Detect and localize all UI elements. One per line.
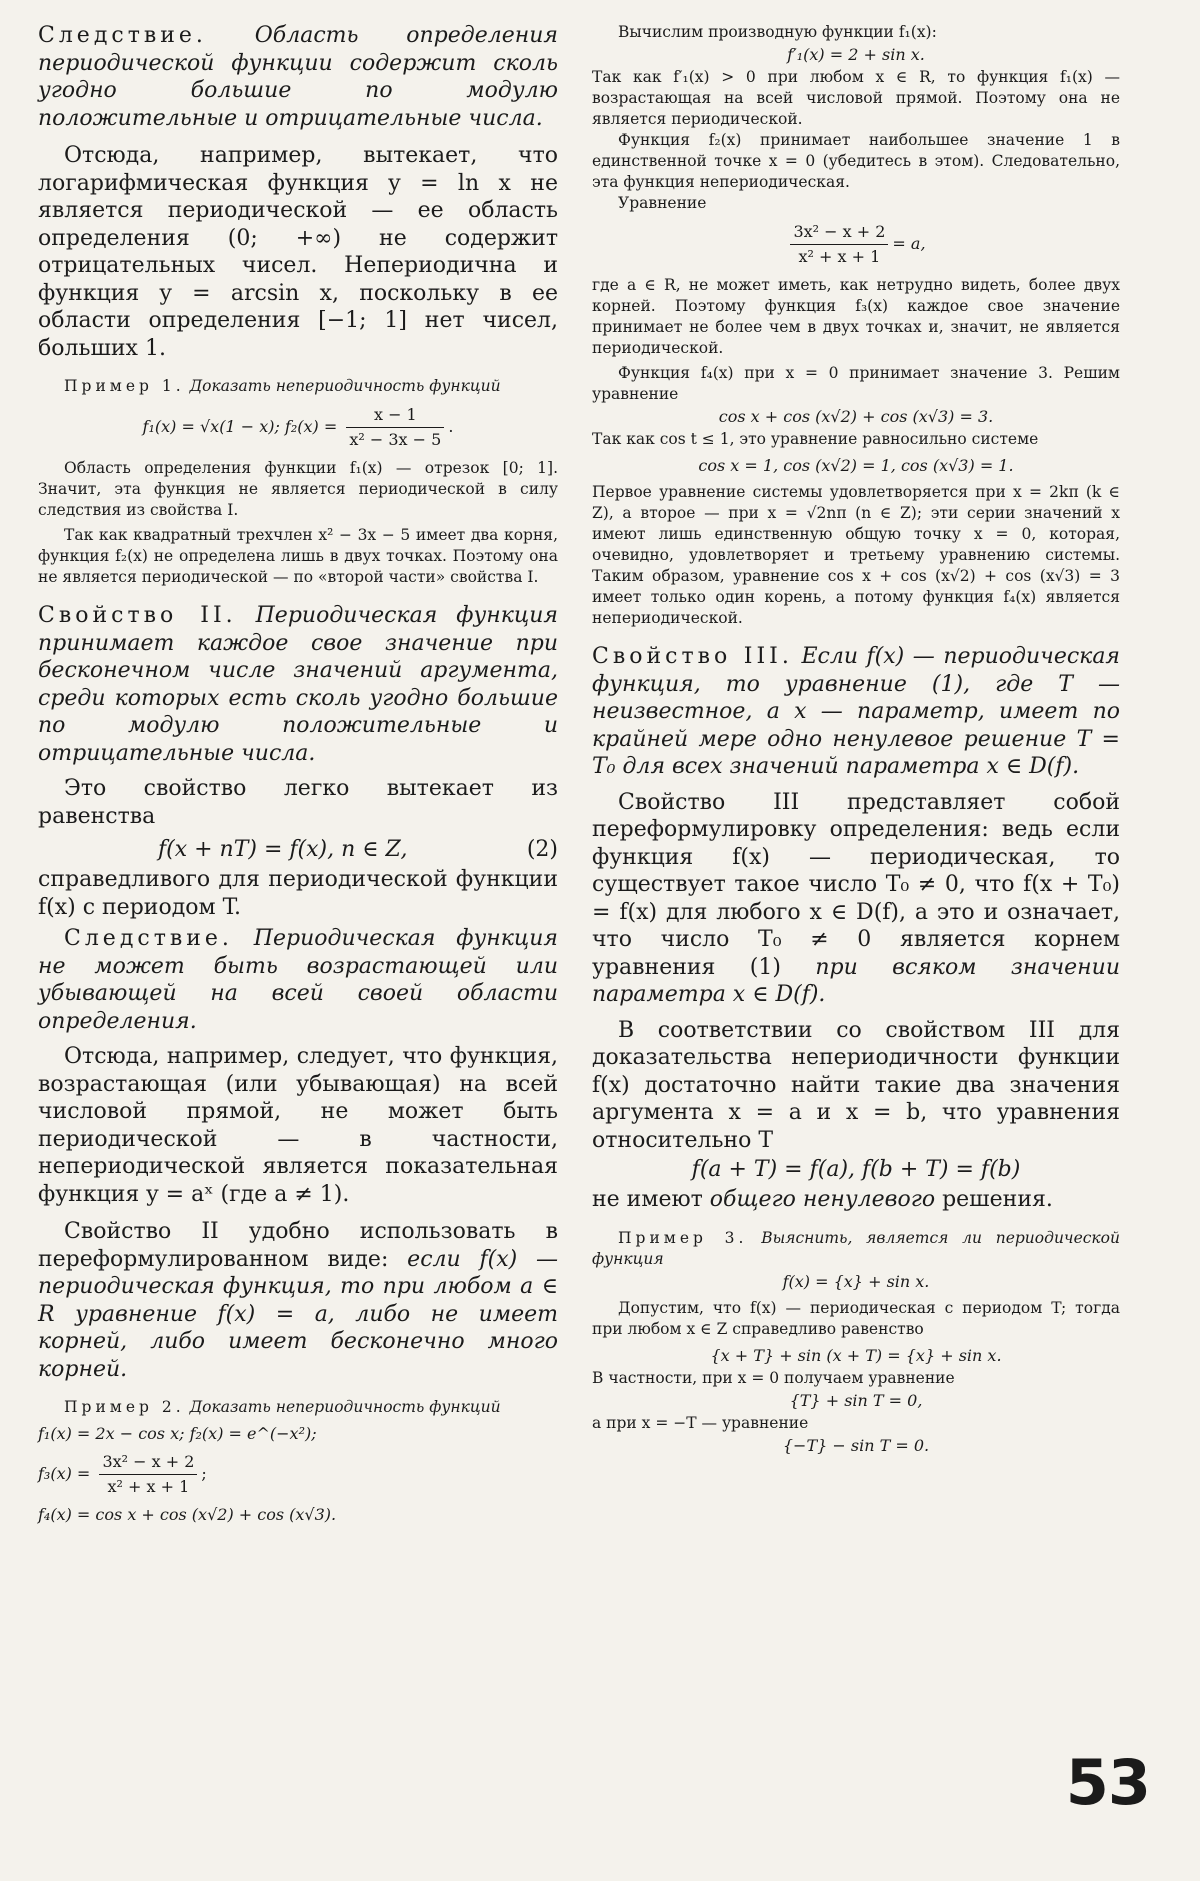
no-common-b: общего ненулевого	[709, 1187, 936, 1212]
paragraph-log-arcsin: Отсюда, например, вытекает, что логарифмическая функция y = ln x не является периодической — ее область определения (0; +∞) не содержит отрицательных чисел. Непериодична и функция y = arcsin x, поскольку в ее области определения [−1; 1] нет чисел, больших 1.	[38, 143, 558, 361]
example-2-f3-fraction	[99, 1450, 197, 1499]
paragraph-two-roots: где a ∈ R, не может иметь, как нетрудно видеть, более двух корней. Поэтому функция f₃(x) каждое свое значение принимает не более чем в двух точках и, значит, не является периодической.	[592, 276, 1120, 357]
example-1-denominator: x² − 3x − 5	[349, 430, 442, 449]
paragraph-exponential: Отсюда, например, следует, что функция, возрастающая (или убывающая) на всей числовой прямой, не может быть периодической — в частности, непериодической является показательная функция y = aˣ (где a ≠ 1).	[38, 1044, 558, 1207]
equation-x-zero	[592, 1389, 1120, 1413]
example-2-f4-text: f₄(x) = cos x + cos (x√2) + cos (x√3).	[38, 1505, 337, 1524]
property-2	[38, 602, 558, 767]
paragraph-f2-max: Функция f₂(x) принимает наибольшее значение 1 в единственной точке x = 0 (убедитесь в этом). Следовательно, эта функция непериодическая.	[592, 131, 1120, 191]
f3-equation	[592, 220, 1120, 269]
paragraph-increasing: Так как f′₁(x) > 0 при любом x ∈ R, то функция f₁(x) — возрастающая на всей числовой прямой. Поэтому она не является периодической.	[592, 68, 1120, 128]
paragraph-reformulation	[38, 1218, 558, 1383]
system-equation-text: cos x = 1, cos (x√2) = 1, cos (x√3) = 1.	[698, 456, 1014, 475]
f3-equation-fraction	[790, 220, 888, 269]
example-2-f3-lhs: f₃(x) =	[38, 1464, 91, 1483]
example-2-f3: f₃(x) = $\frac{\text{3x² − x + 2}}{\text{x² + x + 1}}$ ;	[38, 1450, 558, 1499]
two-equations-text: f(a + T) = f(a), f(b + T) = f(b)	[691, 1157, 1021, 1182]
example-2-task: Доказать непериодичность функций	[189, 1398, 501, 1416]
left-column	[38, 22, 558, 1527]
reformulation-definition-text: Свойство III представляет собой переформулировку определения: ведь если функция f(x) — периодическая, то существует такое число T₀ ≠ 0, что f(x + T₀) = f(x) для любого x ∈ D(f), а это и означает, что число T₀ ≠ 0 является корнем уравнения (1)	[592, 789, 1120, 980]
example-1-fraction	[346, 403, 444, 452]
property-2-text: Периодическая функция принимает каждое свое значение при бесконечном числе значений аргумента, среди которых есть сколь угодно большие по модулю положительные и отрицательные числа.	[38, 603, 558, 766]
example-1-solution-1: Область определения функции f₁(x) — отрезок [0; 1]. Значит, эта функция не является периодической в силу следствия из свойства I.	[38, 459, 558, 519]
example-2-f3-numerator: 3x² − x + 2	[99, 1450, 197, 1475]
corollary-2-label: Следствие.	[64, 926, 233, 951]
identity-equation-text: {x + T} + sin (x + T) = {x} + sin x.	[710, 1345, 1002, 1365]
property-2-label: Свойство II.	[38, 603, 237, 628]
derivative-equation-text: f′₁(x) = 2 + sin x.	[787, 45, 925, 64]
f3-equation-rhs: = a,	[892, 234, 926, 253]
corollary-2-text: Периодическая функция не может быть возрастающей или убывающей на всей своей области определения.	[38, 926, 558, 1034]
example-3-task: Выяснить, является ли периодической функция	[592, 1228, 1120, 1268]
f3-equation-numerator: 3x² − x + 2	[790, 220, 888, 245]
property-3-text: Если f(x) — периодическая функция, то уравнение (1), где T — неизвестное, а x — параметр, имеет по крайней мере одно ненулевое решение T = T₀ для всех значений параметра x ∈ D(f).	[592, 644, 1121, 779]
paragraph-x-zero: В частности, при x = 0 получаем уравнение	[592, 1368, 955, 1387]
paragraph-valid-for: справедливого для периодической функции f(x) с периодом T.	[38, 867, 558, 920]
system-equation	[592, 454, 1120, 478]
paragraph-follows-from: Это свойство легко вытекает из равенства	[38, 776, 558, 829]
example-2-f1-f2	[38, 1422, 558, 1446]
example-1-numerator: x − 1	[346, 403, 444, 428]
corollary-1	[38, 22, 558, 132]
corollary-1-label: Следствие.	[38, 23, 207, 48]
no-common-c: решения.	[942, 1187, 1053, 1212]
paragraph-system-solution: Первое уравнение системы удовлетворяется при x = 2kπ (k ∈ Z), а второе — при x = √2nπ (n ∈ Z); эти серии значений x имеют лишь единственную общую точку x = 0, которая, очевидно, удовлетворяет и третьему уравнению системы. Таким образом, уравнение cos x + cos (x√2) + cos (x√3) = 3 имеет только один корень, а потому функция f₄(x) является непериодической.	[592, 483, 1120, 627]
paragraph-proof-method: В соответствии со свойством III для доказательства непериодичности функции f(x) достаточно найти такие два значения аргумента x = a и x = b, что уравнения относительно T	[592, 1017, 1120, 1153]
equation-x-minus-t	[592, 1434, 1120, 1458]
example-1-solution-2: Так как квадратный трехчлен x² − 3x − 5 имеет два корня, функция f₂(x) не определена лишь в двух точках. Поэтому она не является периодической — по «второй части» свойства I.	[38, 526, 558, 586]
paragraph-reformulation-definition	[592, 789, 1120, 1009]
property-3	[592, 643, 1120, 781]
page-number: 53	[1065, 1746, 1150, 1819]
example-1-heading	[38, 376, 558, 397]
equation-x-minus-t-text: {−T} − sin T = 0.	[782, 1435, 930, 1455]
paragraph-equation-intro: Уравнение	[618, 194, 707, 212]
example-3-function	[592, 1270, 1120, 1294]
reformulation-statement: если f(x) — периодическая функция, то при любом a ∈ R уравнение f(x) = a, либо не имеет корней, либо имеет бесконечно много корней.	[38, 1246, 558, 1382]
equation-2-number: (2)	[526, 837, 558, 862]
corollary-2	[38, 925, 558, 1035]
example-2-f1-f2-text: f₁(x) = 2x − cos x; f₂(x) = e^(−x²);	[38, 1424, 317, 1443]
reformulation-intro: Свойство II удобно использовать в переформулированном виде:	[38, 1219, 558, 1272]
equation-x-zero-text: {T} + sin T = 0,	[789, 1390, 923, 1410]
derivative-intro: Вычислим производную функции f₁(x):	[618, 23, 937, 41]
paragraph-f4: Функция f₄(x) при x = 0 принимает значение 3. Решим уравнение	[592, 364, 1120, 403]
equation-2	[38, 834, 558, 866]
example-2-f4	[38, 1503, 558, 1527]
example-2-label: Пример 2.	[64, 1398, 185, 1416]
derivative-equation	[592, 43, 1120, 67]
example-1-task: Доказать непериодичность функций	[189, 377, 501, 395]
f3-equation-denominator: x² + x + 1	[798, 247, 881, 266]
paragraph-system-intro: Так как cos t ≤ 1, это уравнение равносильно системе	[592, 430, 1039, 448]
f4-equation-text: cos x + cos (x√2) + cos (x√3) = 3.	[718, 407, 994, 426]
example-3-heading	[592, 1228, 1120, 1270]
no-common-a: не имеют	[592, 1187, 703, 1212]
example-2-f3-denominator: x² + x + 1	[107, 1477, 190, 1496]
example-1-formula: f₁(x) = √x(1 − x); f₂(x) = $\frac{x - 1}{\text{x² − 3x − 5}}$ .	[38, 403, 558, 452]
example-3-function-text: f(x) = {x} + sin x.	[782, 1271, 930, 1291]
property-3-label: Свойство III.	[592, 644, 793, 669]
paragraph-x-minus-t: а при x = −T — уравнение	[592, 1413, 809, 1432]
equation-2-body: f(x + nT) = f(x), n ∈ Z,	[158, 837, 408, 862]
example-3-label: Пример 3.	[618, 1228, 748, 1247]
paragraph-no-common-solution	[592, 1186, 1120, 1214]
example-2-heading	[38, 1397, 558, 1418]
example-1-label: Пример 1.	[64, 377, 185, 395]
paragraph-assume-periodic: Допустим, что f(x) — периодическая с периодом T; тогда при любом x ∈ Z справедливо равенство	[592, 1298, 1120, 1338]
reformulation-definition-italic: при всяком значении параметра x ∈ D(f).	[592, 954, 1120, 1007]
f4-equation	[592, 405, 1120, 429]
corollary-1-text: Область определения периодической функции содержит сколь угодно большие по модулю положительные и отрицательные числа.	[38, 23, 558, 131]
right-column	[592, 22, 1120, 1458]
example-1-functions: f₁(x) = √x(1 − x); f₂(x) =	[142, 417, 338, 436]
two-equations	[592, 1154, 1120, 1186]
identity-equation	[592, 1344, 1120, 1368]
